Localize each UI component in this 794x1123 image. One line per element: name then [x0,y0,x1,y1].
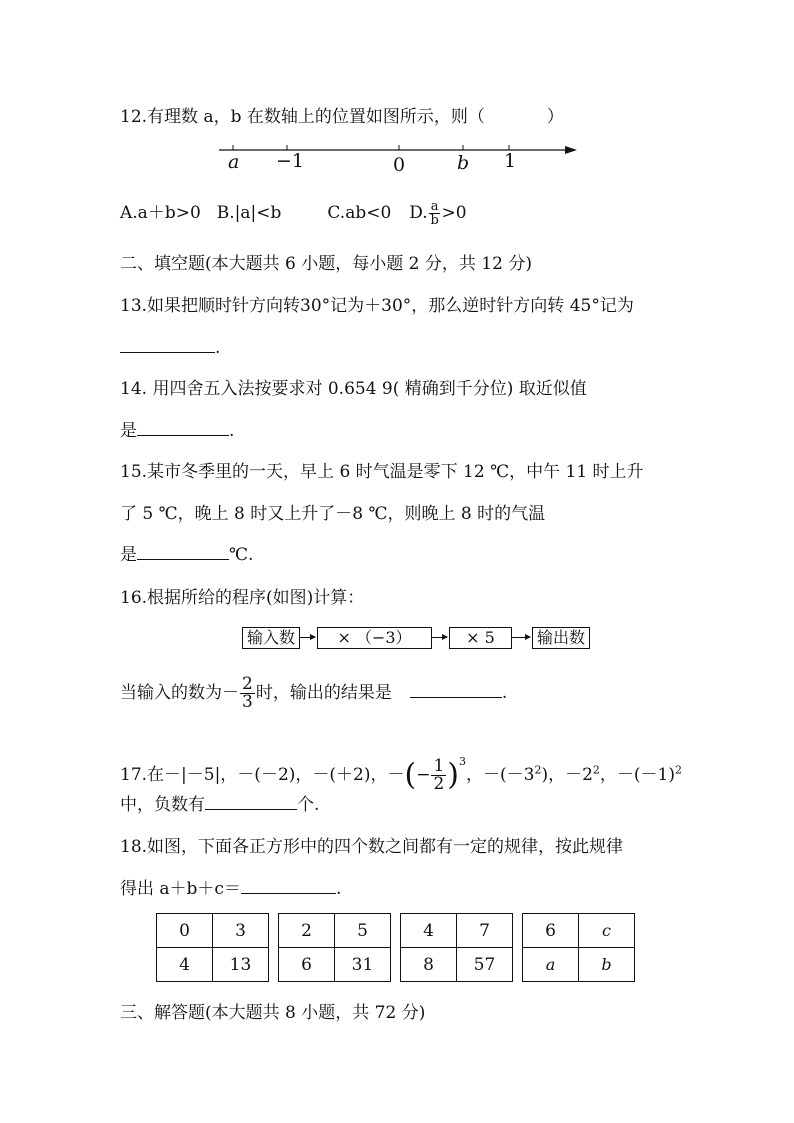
q17-line2 [120,793,319,817]
q12-option-b: B.|a|<b [216,203,282,223]
number-square-1 [156,913,269,982]
number-square-3 [400,913,513,982]
q12-stem-text: 12.有理数 a，b 在数轴上的位置如图所示，则（ [120,107,485,127]
q17-exp3: 2 [592,763,600,777]
q14-line2-end: . [229,421,235,441]
q12-option-d-num: a [430,199,439,214]
axis-label-1: 1 [504,150,517,172]
q12-stem-end: ） [546,107,564,127]
q15-line1: 15.某市冬季里的一天，早上 6 时气温是零下 12 ℃，中午 11 时上升 [120,462,644,482]
q14-line2-start: 是 [120,421,137,441]
q18-line2 [120,877,341,901]
q16-frac-den: 3 [242,692,253,712]
q17-answer-blank [205,793,297,810]
q13-line1: 13.如果把顺时针方向转30°记为＋30°，那么逆时针方向转 45°记为 [120,296,634,316]
q16-answer-end: . [501,683,508,703]
number-square-4 [522,913,635,982]
number-square-2 [278,913,391,982]
square-cell: 7 [457,914,513,948]
q12-option-c: C.ab<0 [327,203,392,223]
q17-exp: 3 [458,755,466,769]
q15-answer-blank [137,543,229,560]
square-cell-a: a [523,948,579,982]
q17-line1 [120,755,682,794]
q16-stem: 16.根据所给的程序(如图)计算： [120,588,365,608]
q12-option-d-den: b [430,213,439,228]
q17-exp2: 2 [534,763,542,777]
q17-part4: ，－(－1) [599,765,675,785]
q17-part1: 17.在－|－5|，－(－2)，－(＋2)，－ [120,765,405,785]
square-cell: 4 [157,948,213,982]
q17-frac-den: 2 [433,774,445,794]
axis-label-a: a [228,151,240,173]
q17-left-paren: ( [404,757,417,793]
section-2-title: 二、填空题(本大题共 6 小题，每小题 2 分，共 12 分) [120,254,532,274]
q15-line3-end: ℃. [229,545,254,565]
q16-frac-num: 2 [242,674,253,694]
q14-line1: 14. 用四舍五入法按要求对 0.654 9( 精确到千分位) 取近似值 [120,379,587,399]
q16-answer-mid: 时，输出的结果是 [255,683,392,703]
q15-line3 [120,543,253,567]
q16-answer-blank [410,681,502,698]
q12-option-a: A.a＋b>0 [120,203,201,223]
q18-line1: 18.如图，下面各正方形中的四个数之间都有一定的规律，按此规律 [120,837,624,857]
axis-label-neg1: −1 [276,150,305,172]
q15-line3-start: 是 [120,545,137,565]
q17-part3: )，－2 [541,765,593,785]
q17-fraction [431,758,446,793]
q12-stem [120,105,564,129]
q16-answer-prefix: 当输入的数为－ [120,683,239,703]
q17-line2-start: 中，负数有 [120,795,205,815]
square-cell: 13 [213,948,269,982]
q18-line2-start: 得出 a＋b＋c＝ [120,879,241,899]
square-cell-c: c [579,914,635,948]
axis-label-b: b [457,152,470,174]
q13-line2 [120,336,220,360]
section-3-title: 三、解答题(本大题共 8 小题，共 72 分) [120,1003,426,1023]
q18-answer-blank [241,877,336,894]
square-cell: 6 [523,914,579,948]
q17-frac-num: 1 [433,756,445,776]
q12-option-d-fraction [429,200,441,227]
q12-option-d-prefix: D. [409,203,428,223]
q17-neg-inside: − [416,765,431,785]
square-cell: 6 [279,948,335,982]
q12-option-d-suffix: >0 [441,203,467,223]
q14-answer-blank [137,419,229,436]
q18-line2-end: . [335,879,342,899]
square-cell: 2 [279,914,335,948]
square-cell: 57 [457,948,513,982]
flow-arrow-1 [300,637,315,638]
square-cell: 31 [335,948,391,982]
flow-arrow-3 [512,637,530,638]
flow-input-box: 输入数 [242,627,300,649]
q17-right-paren: ) [447,757,459,793]
flow-arrow-2 [432,637,447,638]
square-cell: 0 [157,914,213,948]
square-cell: 5 [335,914,391,948]
q16-fraction [240,676,255,711]
q17-part2: ，－(－3 [465,765,535,785]
q15-line2: 了 5 ℃，晚上 8 时又上升了－8 ℃，则晚上 8 时的气温 [120,504,546,524]
flow-multiply-5-box: × 5 [449,627,512,649]
q14-line2 [120,419,234,443]
q12-options [120,200,467,227]
flow-multiply-neg3-box: × （−3） [317,627,432,649]
q17-line2-end: 个. [297,795,320,815]
flow-output-box: 输出数 [532,627,590,649]
q16-answer-line [120,676,507,711]
square-cell: 8 [401,948,457,982]
square-cell-b: b [579,948,635,982]
q13-answer-blank [120,336,215,353]
square-cell: 4 [401,914,457,948]
q17-exp4: 2 [674,763,682,777]
square-cell: 3 [213,914,269,948]
axis-label-0: 0 [393,154,406,176]
q13-line2-end: . [215,338,221,358]
